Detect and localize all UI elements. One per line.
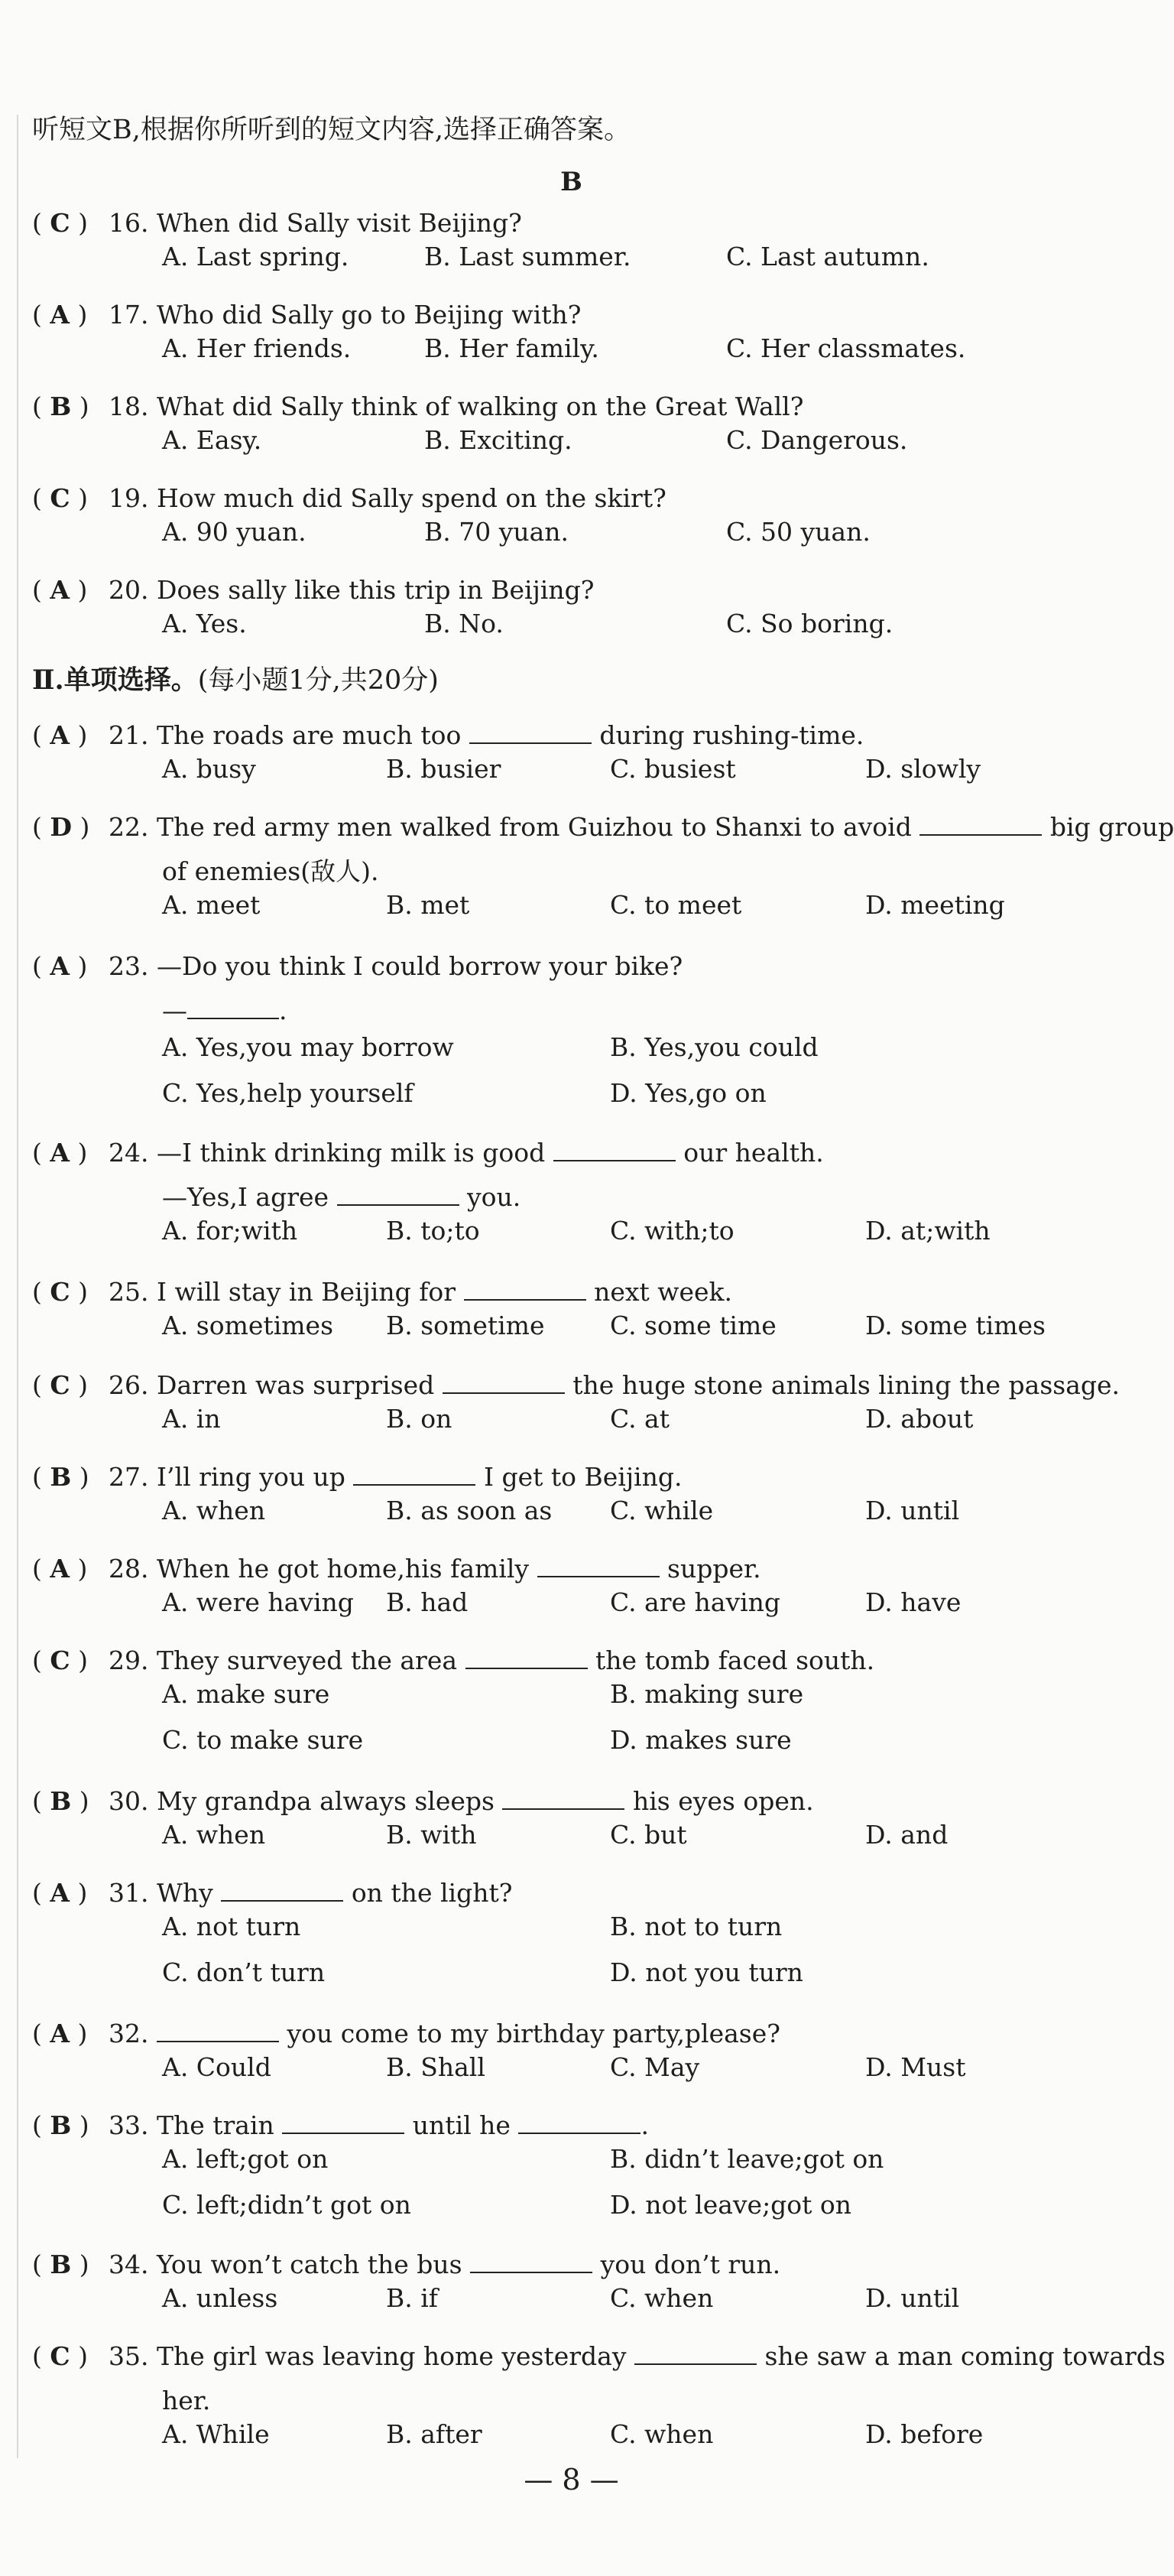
option-b: B. 70 yuan. bbox=[424, 517, 569, 547]
question-34: ( B ) 34. You won’t catch the bus you don’t run. A. unless B. if C. when D. until bbox=[32, 2248, 1112, 2327]
option-d: D. makes sure bbox=[610, 1725, 792, 1755]
option-a: A. Could bbox=[162, 2052, 271, 2082]
option-c: C. left;didn’t got on bbox=[162, 2190, 411, 2220]
option-a: A. Last spring. bbox=[162, 242, 349, 271]
option-b: B. to;to bbox=[386, 1216, 480, 1246]
option-a: A. Easy. bbox=[162, 425, 262, 455]
option-c: C. to make sure bbox=[162, 1725, 364, 1755]
option-b: B. not to turn bbox=[610, 1912, 783, 1941]
option-c: C. So boring. bbox=[726, 609, 893, 638]
question-26: ( C ) 26. Darren was surprised the huge stone animals lining the passage. A. in B. on C. at D. about bbox=[32, 1369, 1112, 1448]
option-a: A. unless bbox=[162, 2283, 278, 2313]
question-17: ( A ) 17. Who did Sally go to Beijing with? A. Her friends. B. Her family. C. Her classmates. bbox=[32, 298, 1112, 378]
option-a: A. Yes,you may borrow bbox=[162, 1032, 454, 1062]
option-b: B. sometime bbox=[386, 1311, 545, 1340]
question-32: ( A ) 32. you come to my birthday party,please? A. Could B. Shall C. May D. Must bbox=[32, 2017, 1112, 2097]
listening-instruction: 听短文B,根据你所听到的短文内容,选择正确答案。 bbox=[32, 115, 631, 145]
option-b: B. on bbox=[386, 1404, 452, 1434]
option-d: D. slowly bbox=[865, 754, 981, 784]
question-31: ( A ) 31. Why on the light? A. not turn B. not to turn C. don’t turn D. not you turn bbox=[32, 1876, 1112, 2002]
question-33: ( B ) 33. The train until he . A. left;got on B. didn’t leave;got on C. left;didn’t got on D. not leave;got on bbox=[32, 2109, 1112, 2234]
answer-bracket: ( C ) bbox=[32, 208, 89, 238]
option-a: A. Yes. bbox=[162, 609, 247, 638]
question-23: ( A ) 23. —Do you think I could borrow your bike? — . A. Yes,you may borrow B. Yes,you could C. Yes,help yourself D. Yes,go on bbox=[32, 950, 1112, 1122]
option-d: D. until bbox=[865, 2283, 960, 2313]
option-a: A. when bbox=[162, 1496, 266, 1525]
option-a: A. make sure bbox=[162, 1679, 330, 1709]
option-d: D. about bbox=[865, 1404, 974, 1434]
option-b: B. Her family. bbox=[424, 333, 599, 363]
section-b-label: B bbox=[560, 167, 582, 197]
option-d: D. at;with bbox=[865, 1216, 991, 1246]
question-27: ( B ) 27. I’ll ring you up I get to Beijing. A. when B. as soon as C. while D. until bbox=[32, 1460, 1112, 1540]
option-c: C. to meet bbox=[610, 890, 742, 920]
option-d: D. some times bbox=[865, 1311, 1046, 1340]
option-a: A. Her friends. bbox=[162, 333, 352, 363]
question-35: ( C ) 35. The girl was leaving home yesterday she saw a man coming towards her. A. While B. after C. when D. before bbox=[32, 2340, 1112, 2464]
option-b: B. after bbox=[386, 2419, 482, 2449]
option-b: B. busier bbox=[386, 754, 501, 784]
option-d: D. Must bbox=[865, 2052, 966, 2082]
question-24: ( A ) 24. —I think drinking milk is good our health. —Yes,I agree you. A. for;with B. to;to C. with;to D. at;with bbox=[32, 1136, 1112, 1260]
option-b: B. with bbox=[386, 1820, 477, 1850]
question-21: ( A ) 21. The roads are much too during rushing-time. A. busy B. busier C. busiest D. slowly bbox=[32, 719, 1112, 798]
option-d: D. and bbox=[865, 1820, 949, 1850]
option-c: C. at bbox=[610, 1404, 670, 1434]
question-29: ( C ) 29. They surveyed the area the tomb faced south. A. make sure B. making sure C. to make sure D. makes sure bbox=[32, 1644, 1112, 1769]
option-d: D. have bbox=[865, 1587, 962, 1617]
option-a: A. in bbox=[162, 1404, 221, 1434]
option-b: B. Shall bbox=[386, 2052, 485, 2082]
option-c: C. Dangerous. bbox=[726, 425, 908, 455]
option-b: B. No. bbox=[424, 609, 504, 638]
question-20: ( A ) 20. Does sally like this trip in Beijing? A. Yes. B. No. C. So boring. bbox=[32, 573, 1112, 653]
option-c: C. when bbox=[610, 2419, 714, 2449]
option-c: C. are having bbox=[610, 1587, 781, 1617]
question-19: ( C ) 19. How much did Sally spend on the skirt? A. 90 yuan. B. 70 yuan. C. 50 yuan. bbox=[32, 482, 1112, 561]
question-30: ( B ) 30. My grandpa always sleeps his eyes open. A. when B. with C. but D. and bbox=[32, 1785, 1112, 1864]
option-a: A. not turn bbox=[162, 1912, 301, 1941]
option-b: B. as soon as bbox=[386, 1496, 553, 1525]
question-22: ( D ) 22. The red army men walked from Guizhou to Shanxi to avoid big group of enemies(敌人). A. meet B. met C. to meet D. meeting bbox=[32, 810, 1112, 934]
option-c: C. some time bbox=[610, 1311, 777, 1340]
option-b: B. if bbox=[386, 2283, 438, 2313]
option-c: C. while bbox=[610, 1496, 714, 1525]
option-b: B. met bbox=[386, 890, 470, 920]
option-a: A. sometimes bbox=[162, 1311, 334, 1340]
option-b: B. didn’t leave;got on bbox=[610, 2144, 884, 2174]
option-d: D. before bbox=[865, 2419, 984, 2449]
margin-line bbox=[17, 115, 18, 2458]
option-c: C. Last autumn. bbox=[726, 242, 929, 271]
option-c: C. don’t turn bbox=[162, 1957, 326, 1987]
option-c: C. May bbox=[610, 2052, 700, 2082]
option-c: C. busiest bbox=[610, 754, 736, 784]
option-d: D. not leave;got on bbox=[610, 2190, 852, 2220]
option-b: B. making sure bbox=[610, 1679, 804, 1709]
option-a: A. for;with bbox=[162, 1216, 298, 1246]
option-a: A. While bbox=[162, 2419, 270, 2449]
option-c: C. Her classmates. bbox=[726, 333, 966, 363]
option-a: A. when bbox=[162, 1820, 266, 1850]
option-d: D. until bbox=[865, 1496, 960, 1525]
option-c: C. Yes,help yourself bbox=[162, 1078, 413, 1108]
option-c: C. with;to bbox=[610, 1216, 735, 1246]
question-25: ( C ) 25. I will stay in Beijing for next week. A. sometimes B. sometime C. some time D. some times bbox=[32, 1275, 1112, 1355]
option-a: A. left;got on bbox=[162, 2144, 329, 2174]
option-b: B. had bbox=[386, 1587, 469, 1617]
option-c: C. 50 yuan. bbox=[726, 517, 871, 547]
question-16: ( C ) 16. When did Sally visit Beijing? A. Last spring. B. Last summer. C. Last autumn. bbox=[32, 206, 1112, 286]
option-d: D. not you turn bbox=[610, 1957, 803, 1987]
option-b: B. Exciting. bbox=[424, 425, 572, 455]
option-a: A. were having bbox=[162, 1587, 354, 1617]
option-c: C. when bbox=[610, 2283, 714, 2313]
option-b: B. Yes,you could bbox=[610, 1032, 819, 1062]
option-a: A. busy bbox=[162, 754, 256, 784]
section-2-heading: Ⅱ.单项选择。(每小题1分,共20分) bbox=[32, 664, 439, 696]
option-a: A. 90 yuan. bbox=[162, 517, 306, 547]
page-number: — 8 — bbox=[524, 2463, 619, 2496]
question-18: ( B ) 18. What did Sally think of walking on the Great Wall? A. Easy. B. Exciting. C. Dangerous. bbox=[32, 390, 1112, 469]
question-28: ( A ) 28. When he got home,his family supper. A. were having B. had C. are having D. have bbox=[32, 1552, 1112, 1632]
option-a: A. meet bbox=[162, 890, 261, 920]
option-d: D. Yes,go on bbox=[610, 1078, 767, 1108]
option-b: B. Last summer. bbox=[424, 242, 631, 271]
option-d: D. meeting bbox=[865, 890, 1005, 920]
option-c: C. but bbox=[610, 1820, 687, 1850]
